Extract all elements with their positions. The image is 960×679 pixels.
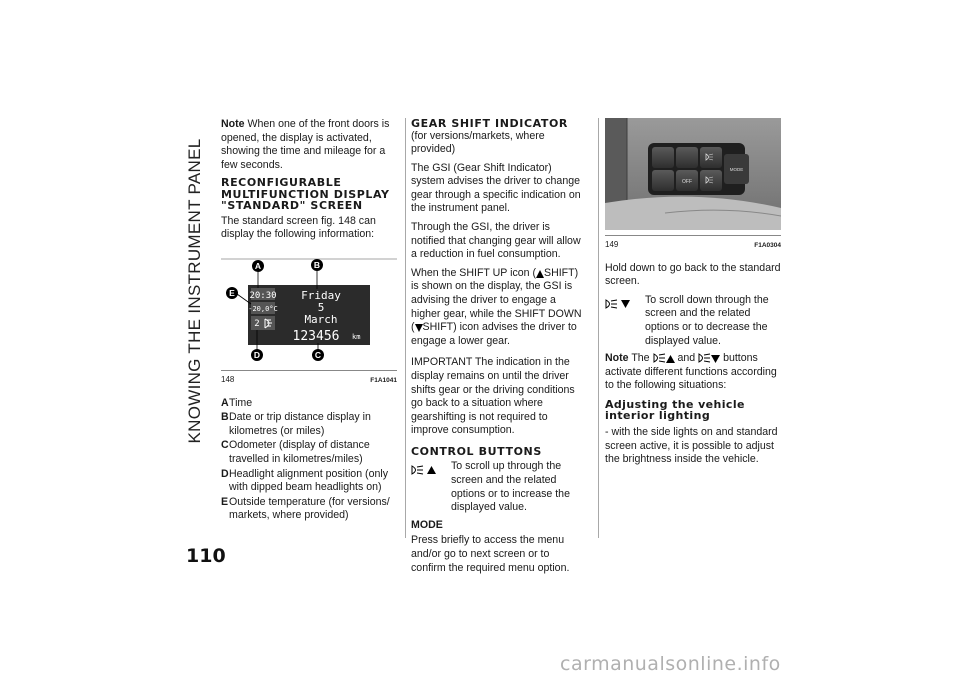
- legend-key: D: [221, 467, 229, 480]
- marker-b-label: B: [313, 260, 321, 271]
- figure-number: 149: [605, 239, 619, 249]
- section-heading-control-buttons: CONTROL BUTTONS: [411, 444, 542, 458]
- buttons-note: [605, 352, 781, 393]
- note-text-c: buttons activate different functions according to the following situations:: [605, 352, 777, 392]
- note-text-b: and: [677, 352, 696, 365]
- section-heading-gsi: GEAR SHIFT INDICATOR: [411, 117, 569, 130]
- gsi-paragraph-3: [411, 267, 587, 349]
- chapter-side-title: [181, 116, 209, 466]
- figure-caption-149: [605, 235, 781, 248]
- display-gear-pos: 2: [254, 319, 260, 330]
- legend-item: [221, 496, 397, 523]
- headlight-icon: [653, 353, 666, 363]
- hold-down-text: Hold down to go back to the standard screen.: [605, 261, 781, 288]
- figure-code: F1A0304: [754, 241, 781, 249]
- down-arrow-triangle-icon: [621, 300, 630, 308]
- standard-screen-intro: The standard screen fig. 148 can display the following information:: [221, 214, 376, 241]
- down-button-icons: [605, 294, 645, 312]
- legend-text: Odometer (display of distance travelled in kilometres/miles): [229, 439, 370, 466]
- display-illustration: [221, 247, 397, 365]
- display-temp: -20,0°C: [248, 305, 278, 314]
- headlight-icon: [411, 465, 424, 475]
- gsi-availability: (for versions/markets, where provided): [411, 129, 545, 156]
- shift-up-triangle-icon: [536, 270, 544, 278]
- note-label: Note: [221, 118, 245, 130]
- up-button-description: [411, 460, 587, 514]
- page-number: 110: [186, 545, 226, 567]
- legend-key: E: [221, 495, 229, 508]
- gsi-text-b: SHIFT) is shown on the display, the GSI is advising the driver to engage a higher gear, while the SHIFT DOWN (: [411, 266, 582, 334]
- headlight-icon: [698, 353, 711, 363]
- legend-key: A: [221, 396, 229, 409]
- down-arrow-triangle-icon: [711, 355, 720, 363]
- up-button-text: To scroll up through the screen and the related options or to increase the displayed value.: [451, 460, 570, 514]
- marker-c-label: C: [314, 350, 322, 361]
- down-button-text: To scroll down through the screen and the related options or to decrease the displayed value.: [645, 293, 769, 347]
- mode-button-label: MODE: [729, 167, 744, 172]
- note-text: When one of the front doors is opened, the display is activated, showing the time and mileage for a few seconds.: [221, 118, 390, 171]
- figure-number: 148: [221, 374, 235, 384]
- note-label: Note: [605, 352, 629, 365]
- legend-text: Outside temperature (for versions/ markets, where provided): [229, 495, 390, 522]
- note-text-a: The: [631, 352, 650, 365]
- gsi-important: IMPORTANT The indication in the display remains on until the driver shifts gear or the driving conditions go back to a situation where gearshifting is not required to improve consumption.: [411, 356, 575, 437]
- gsi-paragraph-2: Through the GSI, the driver is notified that changing gear will allow a reduction in fuel consumption.: [411, 221, 581, 261]
- mode-label: MODE: [411, 518, 443, 531]
- figure-148: [221, 247, 397, 383]
- figure-149: [605, 118, 781, 248]
- marker-d-label: D: [253, 350, 261, 361]
- legend-key: C: [221, 439, 229, 452]
- gsi-paragraph-1: The GSI (Gear Shift Indicator) system advises the driver to change gear through a specific indication on the instrument panel.: [411, 161, 581, 215]
- display-month: March: [304, 313, 338, 327]
- down-button-description: [605, 294, 781, 348]
- legend-item: [221, 411, 397, 438]
- figure-caption-148: [221, 370, 397, 383]
- up-arrow-triangle-icon: [427, 466, 436, 474]
- chapter-title-text: KNOWING THE INSTRUMENT PANEL: [185, 138, 204, 444]
- off-label: OFF: [682, 179, 692, 185]
- legend-text: Time: [229, 396, 253, 409]
- legend-item: [221, 468, 397, 495]
- figure-code: F1A1041: [370, 376, 397, 384]
- column-separator: [598, 118, 599, 538]
- legend-key: B: [221, 411, 229, 424]
- headlight-icon: [605, 299, 618, 309]
- dashboard-buttons-photo: [605, 118, 781, 230]
- marker-a-label: A: [254, 261, 262, 272]
- gsi-text-a: When the SHIFT UP icon (: [411, 266, 537, 279]
- up-arrow-triangle-icon: [666, 355, 675, 363]
- display-unit: km: [352, 333, 361, 342]
- column-1: [221, 118, 397, 524]
- column-3: [605, 118, 781, 472]
- display-day: Friday: [301, 289, 341, 303]
- legend-item: [221, 439, 397, 466]
- legend-item: [221, 397, 397, 411]
- column-separator: [405, 118, 406, 538]
- display-odometer: 123456: [292, 329, 340, 345]
- column-2: [411, 118, 587, 580]
- subheading-interior-lighting: Adjusting the vehicle interior lighting: [605, 397, 745, 423]
- mode-description: Press briefly to access the menu and/or go to next screen or to confirm the required menu option.: [411, 534, 570, 574]
- display-date-number: 5: [317, 301, 325, 315]
- legend-text: Headlight alignment position (only with dipped beam headlights on): [229, 467, 388, 494]
- watermark-text: carmanualsonline.info: [560, 653, 781, 675]
- shift-down-triangle-icon: [415, 324, 423, 332]
- marker-e-label: E: [229, 288, 235, 299]
- interior-lighting-text: - with the side lights on and standard screen active, it is possible to adjust the brightness inside the vehicle.: [605, 425, 778, 466]
- section-heading-display: RECONFIGURABLE MULTIFUNCTION DISPLAY "STANDARD" SCREEN: [221, 176, 390, 213]
- gsi-text-c: SHIFT) icon advises the driver to engage a lower gear.: [411, 321, 577, 347]
- legend-text: Date or trip distance display in kilometres (or miles): [229, 411, 371, 437]
- door-note: [221, 118, 397, 172]
- up-button-icons: [411, 460, 451, 478]
- display-time: 20:30: [249, 291, 277, 302]
